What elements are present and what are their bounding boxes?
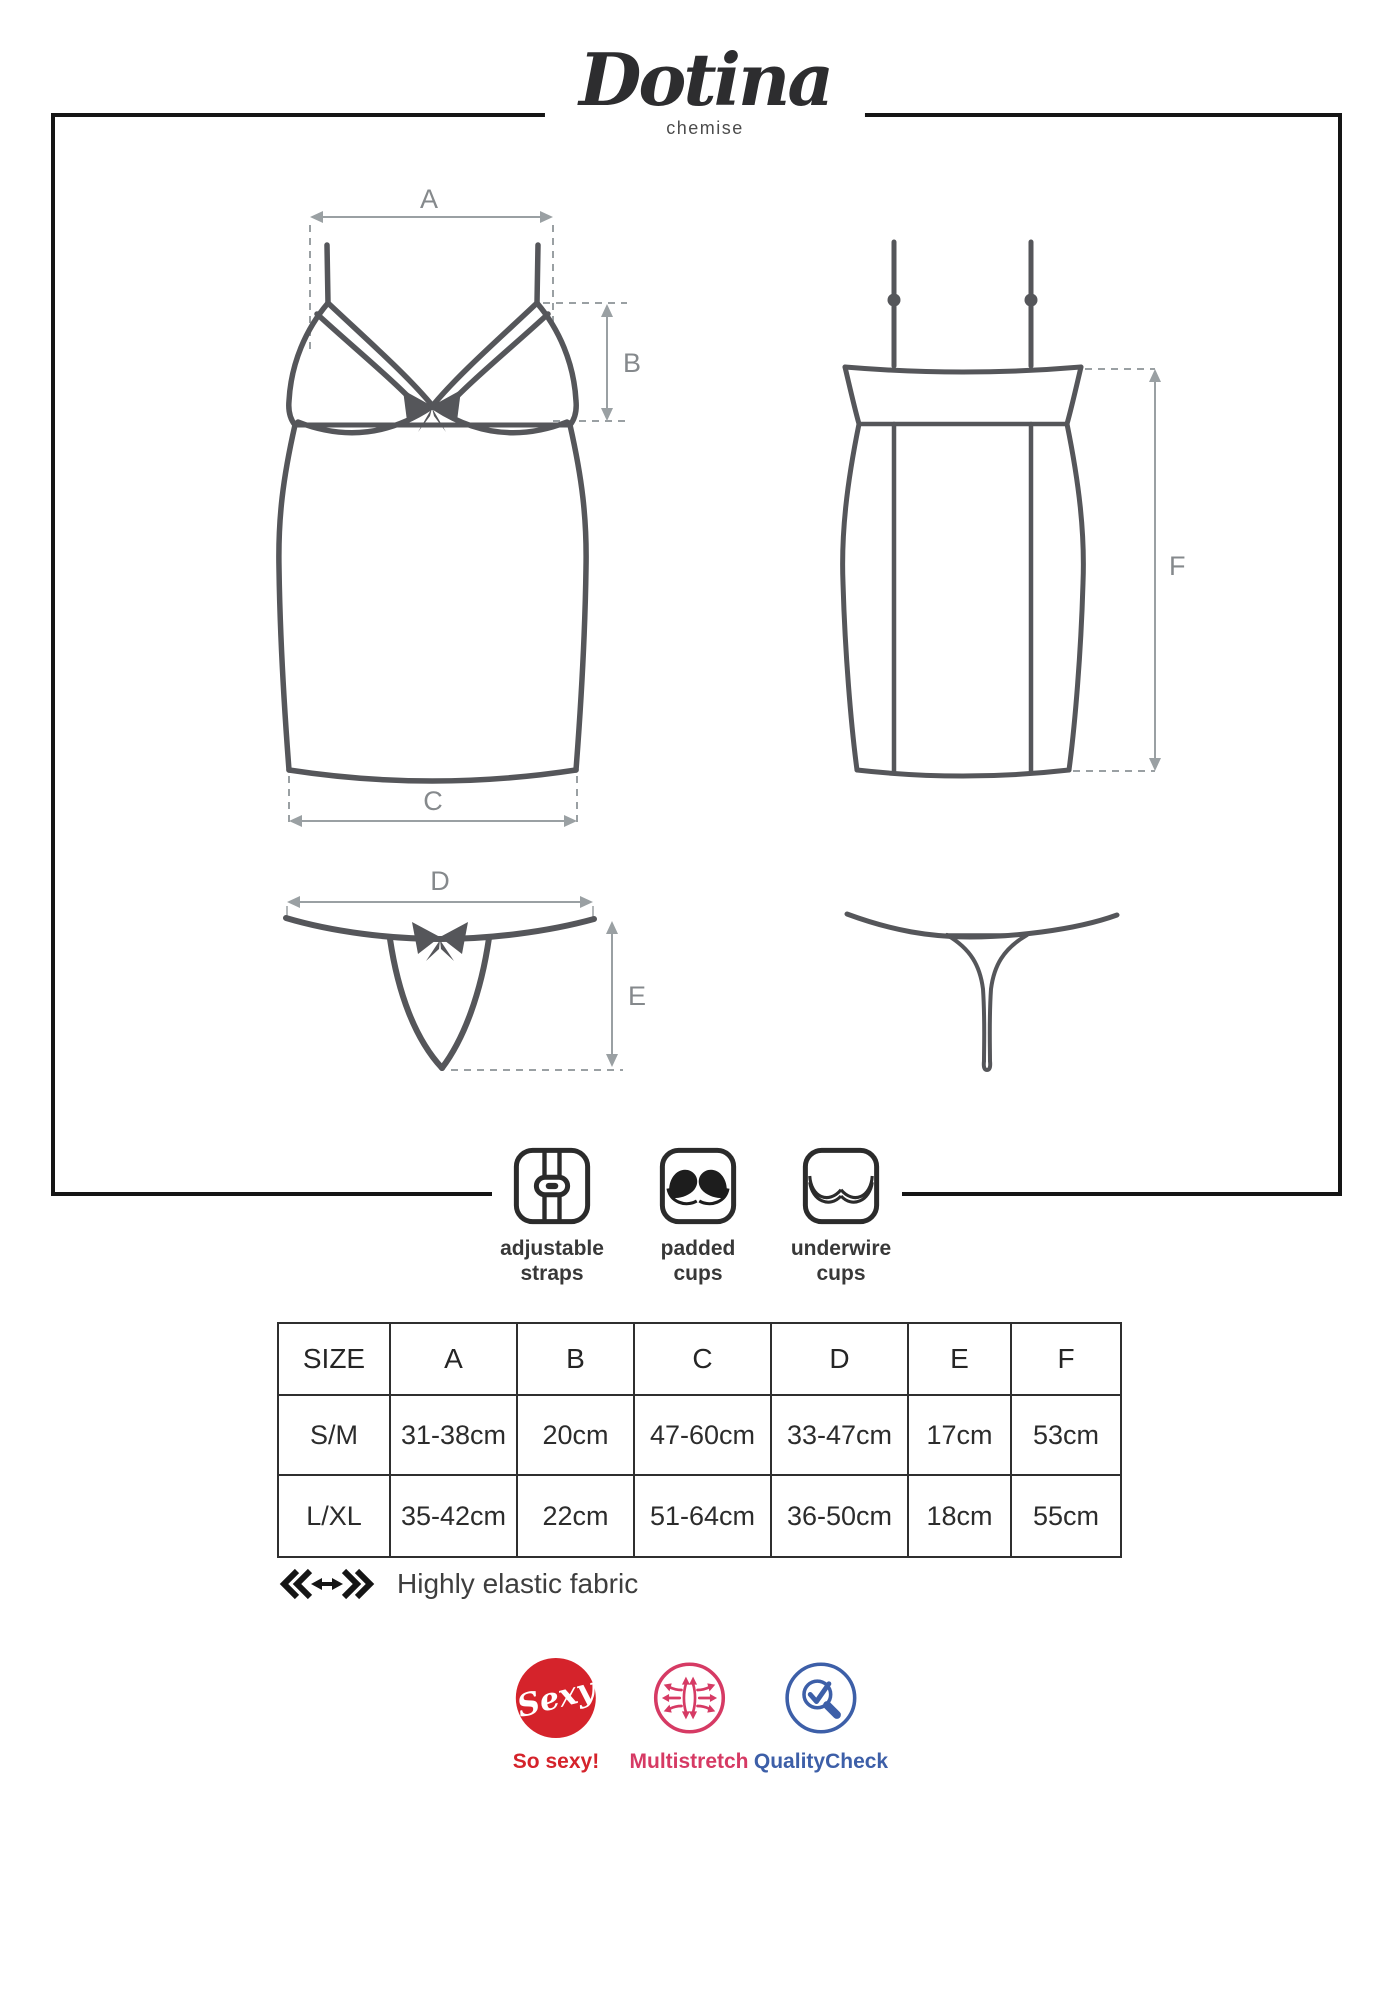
technical-drawing xyxy=(51,113,1342,1196)
table-cell: 47-60cm xyxy=(635,1396,772,1476)
feature-adjustable-straps xyxy=(492,1146,612,1286)
table-cell: 22cm xyxy=(518,1476,635,1556)
feature-label: underwire cups xyxy=(790,1237,892,1286)
multistretch-icon xyxy=(649,1658,729,1738)
dim-label-b: B xyxy=(623,348,642,378)
quality-check-badge xyxy=(754,1658,888,1774)
badge-label: So sexy! xyxy=(512,1750,600,1773)
sexy-circle-text: Sexy xyxy=(513,1671,599,1725)
brand-subtitle: chemise xyxy=(666,117,744,138)
badge-label: QualityCheck xyxy=(753,1750,889,1773)
multistretch-badge xyxy=(629,1658,748,1774)
table-cell: 35-42cm xyxy=(391,1476,518,1556)
table-cell: 55cm xyxy=(1032,1500,1100,1531)
dim-label-d: D xyxy=(430,866,450,896)
underwire-cups-icon xyxy=(801,1146,881,1226)
table-header-cell: F xyxy=(1012,1324,1120,1396)
so-sexy-badge xyxy=(513,1658,599,1774)
table-size-cell: S/M xyxy=(279,1396,391,1476)
elastic-note-row xyxy=(277,1566,638,1602)
feature-padded-cups xyxy=(655,1146,741,1286)
table-cell: 53cm xyxy=(1012,1396,1120,1476)
table-cell: 51-64cm xyxy=(635,1476,772,1556)
dim-label-f: F xyxy=(1169,551,1186,581)
brand-logo xyxy=(545,37,865,139)
table-cell: 20cm xyxy=(518,1396,635,1476)
adjustable-straps-icon xyxy=(512,1146,592,1226)
table-header-cell: C xyxy=(635,1324,772,1396)
badge-label: Multistretch xyxy=(629,1750,749,1773)
table-cell: 17cm xyxy=(909,1396,1012,1476)
dim-label-c: C xyxy=(423,786,443,816)
padded-cups-icon xyxy=(658,1146,738,1226)
feature-label: adjustable straps xyxy=(500,1237,604,1286)
strap-adjuster-dot xyxy=(888,294,901,307)
table-cell: 31-38cm xyxy=(391,1396,518,1476)
thong-front-view xyxy=(286,918,594,1068)
strap-adjuster-dot xyxy=(1025,294,1038,307)
table-header-cell: B xyxy=(518,1324,635,1396)
chemise-back-view xyxy=(843,242,1084,776)
stretch-arrow-icon xyxy=(277,1566,377,1602)
size-table xyxy=(277,1322,1122,1558)
dim-label-e: E xyxy=(628,981,647,1011)
feature-label: padded cups xyxy=(660,1237,736,1286)
sexy-circle-icon xyxy=(513,1658,599,1738)
feature-underwire-cups xyxy=(786,1146,896,1286)
table-header-cell: E xyxy=(909,1324,1012,1396)
chemise-front-view xyxy=(279,245,586,781)
table-cell: 33-47cm xyxy=(772,1396,909,1476)
table-header-cell: SIZE xyxy=(279,1324,391,1396)
thong-back-view xyxy=(847,914,1117,1070)
table-size-cell: L/XL xyxy=(279,1476,391,1556)
brand-name: Dotina xyxy=(578,37,832,122)
quality-check-icon xyxy=(781,1658,861,1738)
table-cell: 18cm xyxy=(909,1476,1012,1556)
dim-label-a: A xyxy=(419,184,439,214)
table-header-cell: D xyxy=(772,1324,909,1396)
elastic-note-text: Highly elastic fabric xyxy=(397,1568,639,1599)
table-header-cell: A xyxy=(391,1324,518,1396)
table-cell: 36-50cm xyxy=(772,1476,909,1556)
